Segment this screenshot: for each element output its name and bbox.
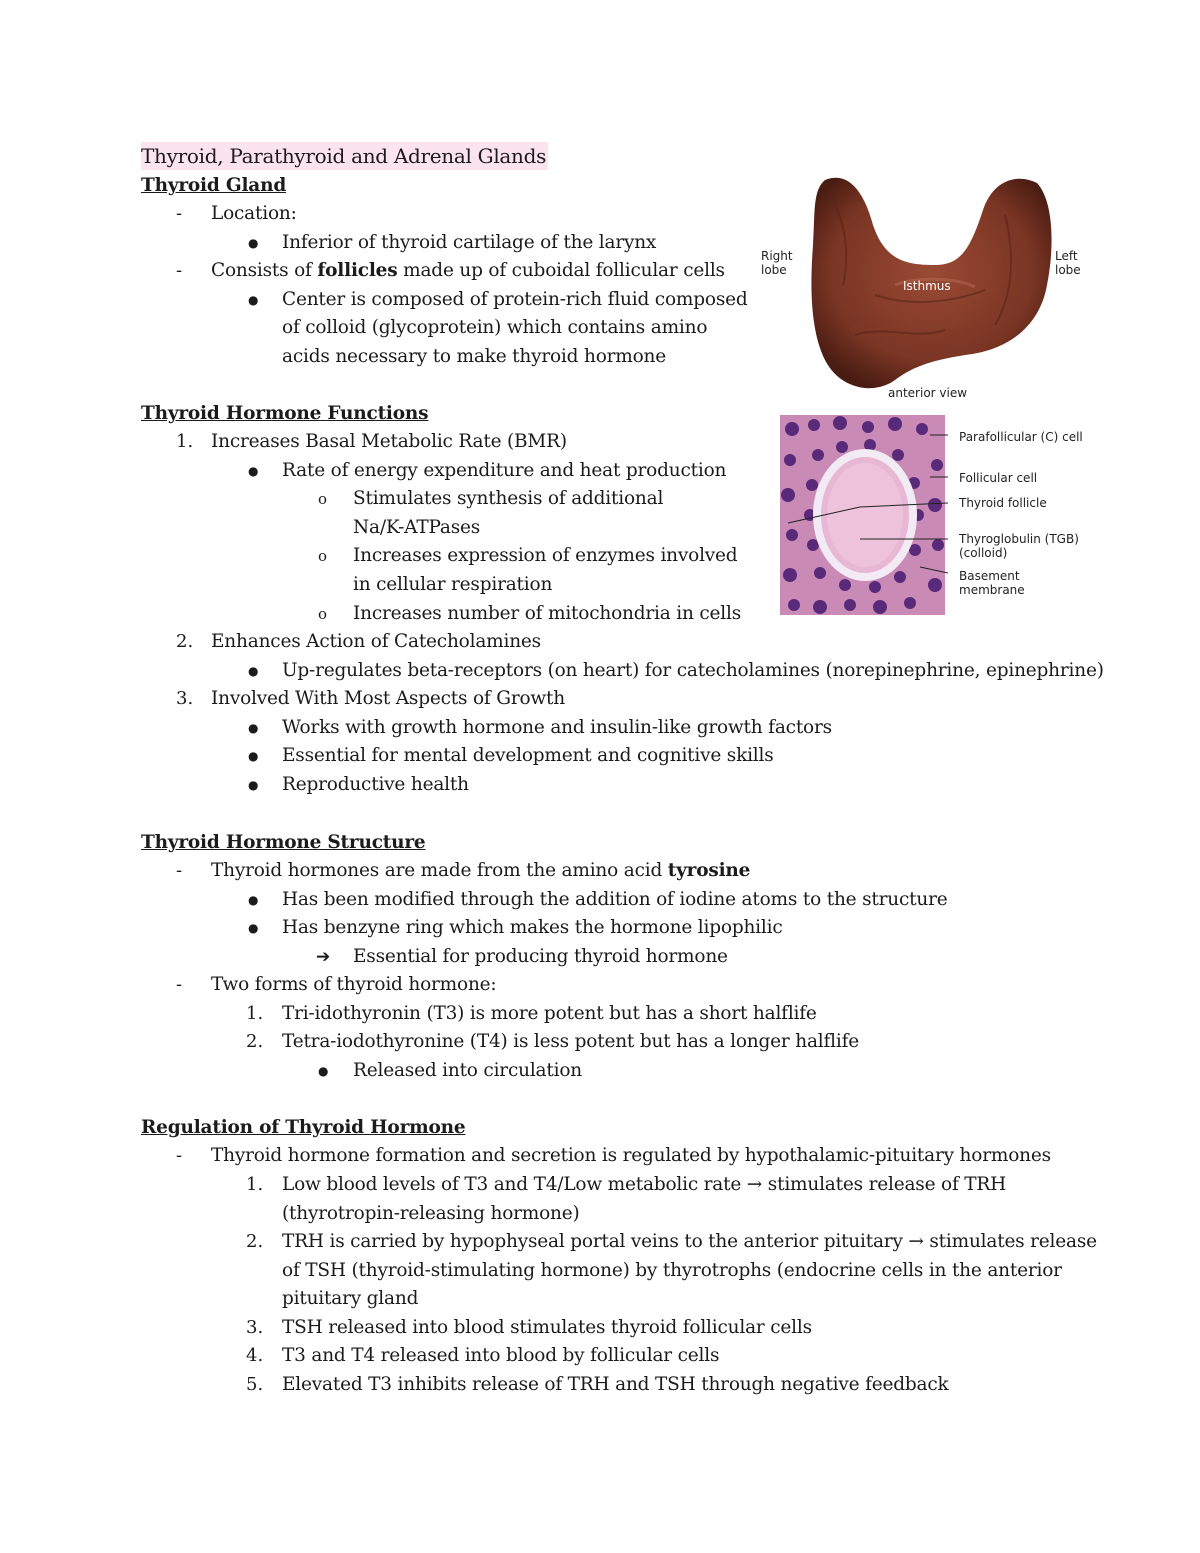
list-item-continuation: acids necessary to make thyroid hormone	[282, 346, 667, 367]
list-item: Thyroid hormone formation and secretion is regulated by hypothalamic-pituitary hormones	[211, 1145, 1051, 1166]
list-item: Increases number of mitochondria in cells	[353, 603, 741, 624]
list-item: Stimulates synthesis of additional	[353, 488, 664, 509]
section-heading-regulation: Regulation of Thyroid Hormone	[141, 1117, 466, 1138]
dash-marker: -	[176, 203, 183, 224]
number-marker: 1.	[246, 1174, 264, 1195]
thyroglobulin-label: Thyroglobulin (TGB) (colloid)	[959, 532, 1079, 560]
parafollicular-cell-label: Parafollicular (C) cell	[959, 430, 1083, 444]
bullet-marker: ●	[248, 749, 259, 763]
bullet-marker: ●	[248, 236, 259, 250]
list-item: Enhances Action of Catecholamines	[211, 631, 541, 652]
list-item: Increases expression of enzymes involved	[353, 545, 738, 566]
list-item: Tetra-iodothyronine (T4) is less potent but has a longer halflife	[282, 1031, 859, 1052]
list-item-continuation: of colloid (glycoprotein) which contains amino	[282, 317, 708, 338]
figure-caption: anterior view	[888, 386, 968, 400]
number-marker: 5.	[246, 1374, 264, 1395]
circle-marker: o	[318, 490, 328, 508]
list-item-continuation: (thyrotropin-releasing hormone)	[282, 1203, 580, 1224]
number-marker: 1.	[176, 431, 194, 452]
list-item: Location:	[211, 203, 297, 224]
arrow-marker: ➔	[316, 947, 331, 967]
circle-marker: o	[318, 605, 328, 623]
basement-membrane-label: Basement membrane	[959, 569, 1025, 597]
thyroid-histology-figure	[780, 415, 1100, 615]
dash-marker: -	[176, 1145, 183, 1166]
section-heading-thyroid-gland: Thyroid Gland	[141, 175, 287, 196]
list-item: Reproductive health	[282, 774, 469, 795]
thyroid-gland-figure	[755, 165, 1095, 405]
number-marker: 2.	[176, 631, 194, 652]
left-lobe-label: Left lobe	[1055, 249, 1081, 277]
list-item-continuation: pituitary gland	[282, 1288, 419, 1309]
list-item: Thyroid hormones are made from the amino acid tyrosine	[211, 860, 751, 881]
dash-marker: -	[176, 974, 183, 995]
list-item: Has been modified through the addition of iodine atoms to the structure	[282, 889, 948, 910]
dash-marker: -	[176, 860, 183, 881]
list-item-continuation: Na/K-ATPases	[353, 517, 481, 538]
list-item: TSH released into blood stimulates thyroid follicular cells	[282, 1317, 812, 1338]
bullet-marker: ●	[248, 721, 259, 735]
histology-leader-lines	[780, 415, 960, 615]
list-item-continuation: in cellular respiration	[353, 574, 553, 595]
bullet-marker: ●	[318, 1064, 329, 1078]
thyroid-follicle-label: Thyroid follicle	[959, 496, 1047, 510]
dash-marker: -	[176, 260, 183, 281]
list-item: Released into circulation	[353, 1060, 582, 1081]
bullet-marker: ●	[248, 664, 259, 678]
number-marker: 4.	[246, 1345, 264, 1366]
list-item: Tri-idothyronin (T3) is more potent but has a short halflife	[282, 1003, 817, 1024]
list-item: Rate of energy expenditure and heat production	[282, 460, 727, 481]
bullet-marker: ●	[248, 293, 259, 307]
list-item: Center is composed of protein-rich fluid composed	[282, 289, 748, 310]
list-item: Essential for mental development and cognitive skills	[282, 745, 774, 766]
list-item: T3 and T4 released into blood by follicular cells	[282, 1345, 720, 1366]
section-heading-hormone-structure: Thyroid Hormone Structure	[141, 832, 426, 853]
list-item-continuation: of TSH (thyroid-stimulating hormone) by thyrotrophs (endocrine cells in the anterior	[282, 1260, 1062, 1281]
list-item: Involved With Most Aspects of Growth	[211, 688, 566, 709]
list-item: Inferior of thyroid cartilage of the larynx	[282, 232, 657, 253]
number-marker: 2.	[246, 1231, 264, 1252]
isthmus-label: Isthmus	[903, 279, 951, 293]
list-item: Consists of follicles made up of cuboidal follicular cells	[211, 260, 725, 281]
list-item: Elevated T3 inhibits release of TRH and TSH through negative feedback	[282, 1374, 949, 1395]
list-item: Two forms of thyroid hormone:	[211, 974, 497, 995]
list-item: Essential for producing thyroid hormone	[353, 946, 728, 967]
circle-marker: o	[318, 547, 328, 565]
number-marker: 3.	[176, 688, 194, 709]
bullet-marker: ●	[248, 464, 259, 478]
document-title: Thyroid, Parathyroid and Adrenal Glands	[141, 144, 547, 168]
list-item: TRH is carried by hypophyseal portal veins to the anterior pituitary → stimulates release	[282, 1231, 1097, 1252]
number-marker: 1.	[246, 1003, 264, 1024]
bullet-marker: ●	[248, 921, 259, 935]
number-marker: 3.	[246, 1317, 264, 1338]
bullet-marker: ●	[248, 778, 259, 792]
number-marker: 2.	[246, 1031, 264, 1052]
follicular-cell-label: Follicular cell	[959, 471, 1038, 485]
list-item: Increases Basal Metabolic Rate (BMR)	[211, 431, 567, 452]
list-item: Up-regulates beta-receptors (on heart) for catecholamines (norepinephrine, epinephrine)	[282, 660, 1104, 681]
list-item: Low blood levels of T3 and T4/Low metabolic rate → stimulates release of TRH	[282, 1174, 1007, 1195]
list-item: Has benzyne ring which makes the hormone lipophilic	[282, 917, 783, 938]
list-item: Works with growth hormone and insulin-like growth factors	[282, 717, 832, 738]
section-heading-hormone-functions: Thyroid Hormone Functions	[141, 403, 429, 424]
right-lobe-label: Right lobe	[761, 249, 793, 277]
bullet-marker: ●	[248, 893, 259, 907]
